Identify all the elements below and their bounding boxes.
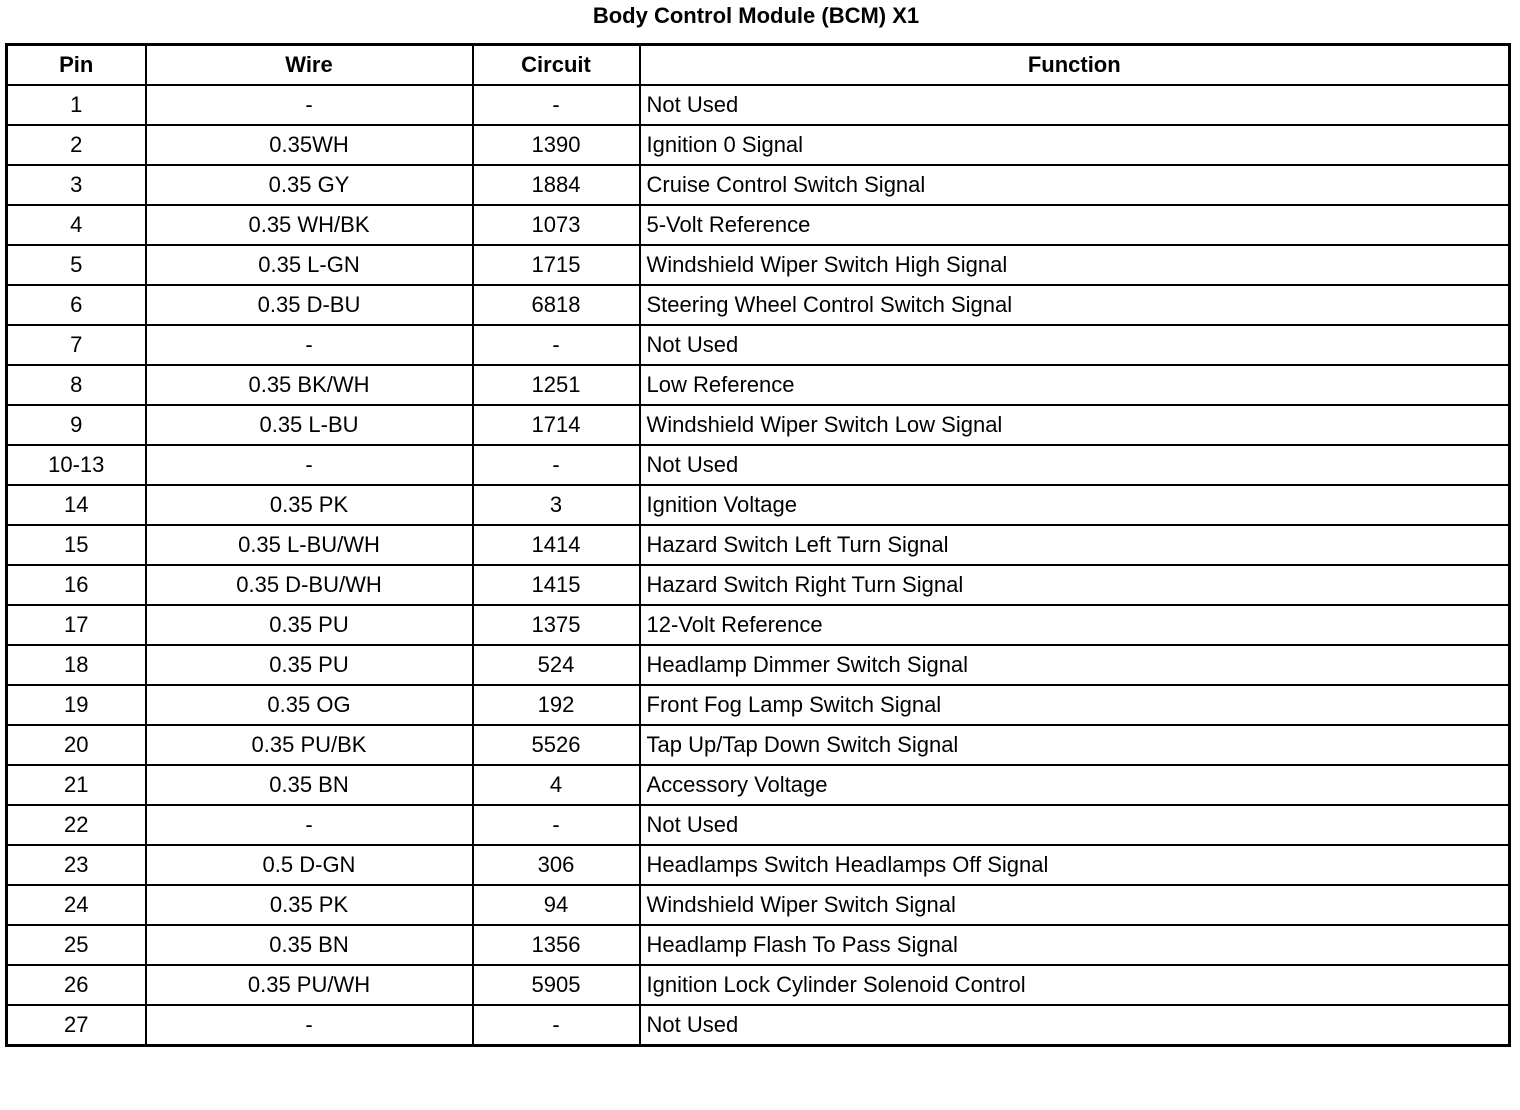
table-row: [7, 125, 1510, 165]
pin-cell: 8: [7, 365, 146, 405]
wire-cell: 0.35 PU/WH: [146, 965, 473, 1005]
pin-cell: 15: [7, 525, 146, 565]
pin-cell: 10-13: [7, 445, 146, 485]
function-cell: Not Used: [640, 85, 1510, 125]
circuit-cell: -: [473, 1005, 640, 1046]
circuit-cell: 5905: [473, 965, 640, 1005]
wire-cell: 0.35 BN: [146, 925, 473, 965]
column-header-wire: Wire: [146, 45, 473, 86]
function-cell: Not Used: [640, 445, 1510, 485]
table-row: [7, 365, 1510, 405]
function-cell: Accessory Voltage: [640, 765, 1510, 805]
table-body: [7, 85, 1510, 1046]
pin-cell: 27: [7, 1005, 146, 1046]
function-cell: Ignition Lock Cylinder Solenoid Control: [640, 965, 1510, 1005]
circuit-cell: 524: [473, 645, 640, 685]
table-row: [7, 885, 1510, 925]
function-cell: Not Used: [640, 325, 1510, 365]
table-header-row: [7, 45, 1510, 86]
function-cell: Headlamp Dimmer Switch Signal: [640, 645, 1510, 685]
function-cell: 12-Volt Reference: [640, 605, 1510, 645]
column-header-circuit: Circuit: [473, 45, 640, 86]
function-cell: 5-Volt Reference: [640, 205, 1510, 245]
function-cell: Windshield Wiper Switch Low Signal: [640, 405, 1510, 445]
wire-cell: -: [146, 85, 473, 125]
wire-cell: 0.35 OG: [146, 685, 473, 725]
pin-cell: 3: [7, 165, 146, 205]
wire-cell: 0.35 L-BU: [146, 405, 473, 445]
function-cell: Windshield Wiper Switch High Signal: [640, 245, 1510, 285]
wire-cell: -: [146, 325, 473, 365]
table-row: [7, 605, 1510, 645]
function-cell: Ignition 0 Signal: [640, 125, 1510, 165]
circuit-cell: 6818: [473, 285, 640, 325]
function-cell: Ignition Voltage: [640, 485, 1510, 525]
function-cell: Cruise Control Switch Signal: [640, 165, 1510, 205]
wire-cell: 0.5 D-GN: [146, 845, 473, 885]
circuit-cell: -: [473, 325, 640, 365]
pin-cell: 20: [7, 725, 146, 765]
table-row: [7, 845, 1510, 885]
table-row: [7, 805, 1510, 845]
function-cell: Headlamps Switch Headlamps Off Signal: [640, 845, 1510, 885]
table-row: [7, 765, 1510, 805]
pin-cell: 24: [7, 885, 146, 925]
pin-cell: 21: [7, 765, 146, 805]
wire-cell: 0.35 L-GN: [146, 245, 473, 285]
function-cell: Front Fog Lamp Switch Signal: [640, 685, 1510, 725]
table-row: [7, 285, 1510, 325]
wire-cell: 0.35 D-BU/WH: [146, 565, 473, 605]
circuit-cell: 1375: [473, 605, 640, 645]
table-row: [7, 445, 1510, 485]
wire-cell: 0.35 BK/WH: [146, 365, 473, 405]
wire-cell: -: [146, 805, 473, 845]
circuit-cell: 192: [473, 685, 640, 725]
circuit-cell: 1715: [473, 245, 640, 285]
circuit-cell: 5526: [473, 725, 640, 765]
pin-cell: 14: [7, 485, 146, 525]
table-row: [7, 925, 1510, 965]
pin-cell: 7: [7, 325, 146, 365]
wire-cell: 0.35 PU: [146, 605, 473, 645]
circuit-cell: 94: [473, 885, 640, 925]
pin-cell: 9: [7, 405, 146, 445]
pin-cell: 25: [7, 925, 146, 965]
circuit-cell: -: [473, 85, 640, 125]
pin-cell: 23: [7, 845, 146, 885]
table-row: [7, 85, 1510, 125]
pin-cell: 6: [7, 285, 146, 325]
wire-cell: 0.35 PU: [146, 645, 473, 685]
table-row: [7, 965, 1510, 1005]
wire-cell: 0.35 PU/BK: [146, 725, 473, 765]
table-row: [7, 645, 1510, 685]
table-row: [7, 245, 1510, 285]
wire-cell: 0.35 BN: [146, 765, 473, 805]
pin-cell: 17: [7, 605, 146, 645]
circuit-cell: -: [473, 805, 640, 845]
wire-cell: 0.35 PK: [146, 485, 473, 525]
pin-cell: 1: [7, 85, 146, 125]
function-cell: Steering Wheel Control Switch Signal: [640, 285, 1510, 325]
pin-cell: 4: [7, 205, 146, 245]
circuit-cell: 1356: [473, 925, 640, 965]
column-header-function: Function: [640, 45, 1510, 86]
pin-cell: 26: [7, 965, 146, 1005]
circuit-cell: 3: [473, 485, 640, 525]
function-cell: Low Reference: [640, 365, 1510, 405]
pin-cell: 18: [7, 645, 146, 685]
connector-pinout-table: [5, 43, 1511, 1047]
wire-cell: 0.35 D-BU: [146, 285, 473, 325]
function-cell: Hazard Switch Left Turn Signal: [640, 525, 1510, 565]
wire-cell: 0.35 PK: [146, 885, 473, 925]
circuit-cell: 1251: [473, 365, 640, 405]
table-row: [7, 1005, 1510, 1046]
table-row: [7, 485, 1510, 525]
circuit-cell: 1714: [473, 405, 640, 445]
column-header-pin: Pin: [7, 45, 146, 86]
circuit-cell: 1073: [473, 205, 640, 245]
pin-cell: 22: [7, 805, 146, 845]
table-row: [7, 325, 1510, 365]
wire-cell: 0.35 GY: [146, 165, 473, 205]
circuit-cell: -: [473, 445, 640, 485]
function-cell: Headlamp Flash To Pass Signal: [640, 925, 1510, 965]
pin-cell: 5: [7, 245, 146, 285]
pin-cell: 19: [7, 685, 146, 725]
function-cell: Not Used: [640, 1005, 1510, 1046]
circuit-cell: 306: [473, 845, 640, 885]
function-cell: Hazard Switch Right Turn Signal: [640, 565, 1510, 605]
wire-cell: -: [146, 445, 473, 485]
circuit-cell: 1415: [473, 565, 640, 605]
table-row: [7, 165, 1510, 205]
table-row: [7, 205, 1510, 245]
table-row: [7, 405, 1510, 445]
wire-cell: -: [146, 1005, 473, 1046]
circuit-cell: 1884: [473, 165, 640, 205]
circuit-cell: 4: [473, 765, 640, 805]
circuit-cell: 1390: [473, 125, 640, 165]
function-cell: Not Used: [640, 805, 1510, 845]
function-cell: Windshield Wiper Switch Signal: [640, 885, 1510, 925]
circuit-cell: 1414: [473, 525, 640, 565]
table-row: [7, 525, 1510, 565]
function-cell: Tap Up/Tap Down Switch Signal: [640, 725, 1510, 765]
table-row: [7, 565, 1510, 605]
table-row: [7, 685, 1510, 725]
table-row: [7, 725, 1510, 765]
wire-cell: 0.35 WH/BK: [146, 205, 473, 245]
wire-cell: 0.35 L-BU/WH: [146, 525, 473, 565]
pin-cell: 2: [7, 125, 146, 165]
pin-cell: 16: [7, 565, 146, 605]
page-title: Body Control Module (BCM) X1: [592, 3, 920, 28]
wire-cell: 0.35WH: [146, 125, 473, 165]
